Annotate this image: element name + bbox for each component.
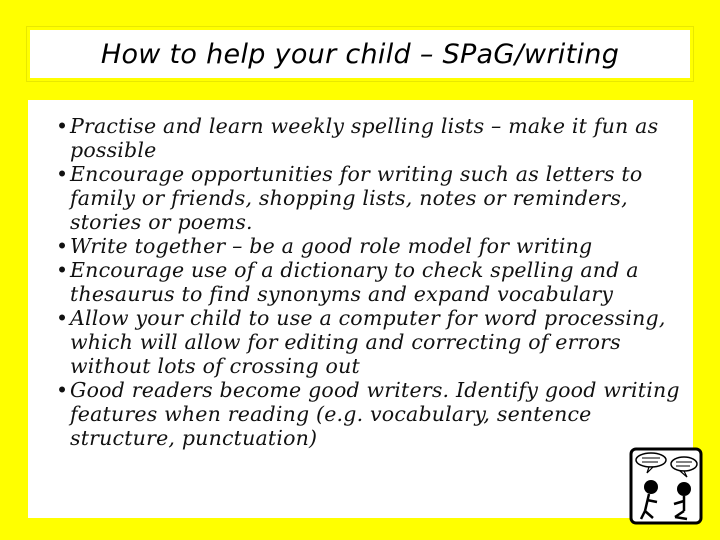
talking-people-icon xyxy=(629,447,703,525)
list-item-text: Encourage opportunities for writing such as letters to family or friends, shopping lists, notes or reminders, stories or poems. xyxy=(70,162,643,234)
list-item xyxy=(56,234,681,258)
bullet-dot: • xyxy=(56,114,69,138)
page-title: How to help your child – SPaG/writing xyxy=(100,38,620,70)
bullet-list xyxy=(56,114,681,450)
content-panel xyxy=(28,100,693,518)
list-item xyxy=(56,258,681,306)
list-item xyxy=(56,378,681,450)
list-item xyxy=(56,114,681,162)
list-item-text: Allow your child to use a computer for word processing, which will allow for editing and correcting of errors without lots of crossing out xyxy=(70,306,666,378)
list-item-text: Write together – be a good role model for writing xyxy=(70,234,593,258)
bullet-dot: • xyxy=(56,378,69,402)
bullet-dot: • xyxy=(56,234,69,258)
list-item xyxy=(56,306,681,378)
bullet-dot: • xyxy=(56,162,69,186)
list-item-text: Encourage use of a dictionary to check spelling and a thesaurus to find synonyms and expand vocabulary xyxy=(70,258,639,306)
list-item-text: Good readers become good writers. Identify good writing features when reading (e.g. vocabulary, sentence structure, punctuation) xyxy=(70,378,680,450)
bullet-dot: • xyxy=(56,258,69,282)
list-item xyxy=(56,162,681,234)
list-item-text: Practise and learn weekly spelling lists – make it fun as possible xyxy=(70,114,659,162)
bullet-dot: • xyxy=(56,306,69,330)
title-banner xyxy=(27,27,693,81)
